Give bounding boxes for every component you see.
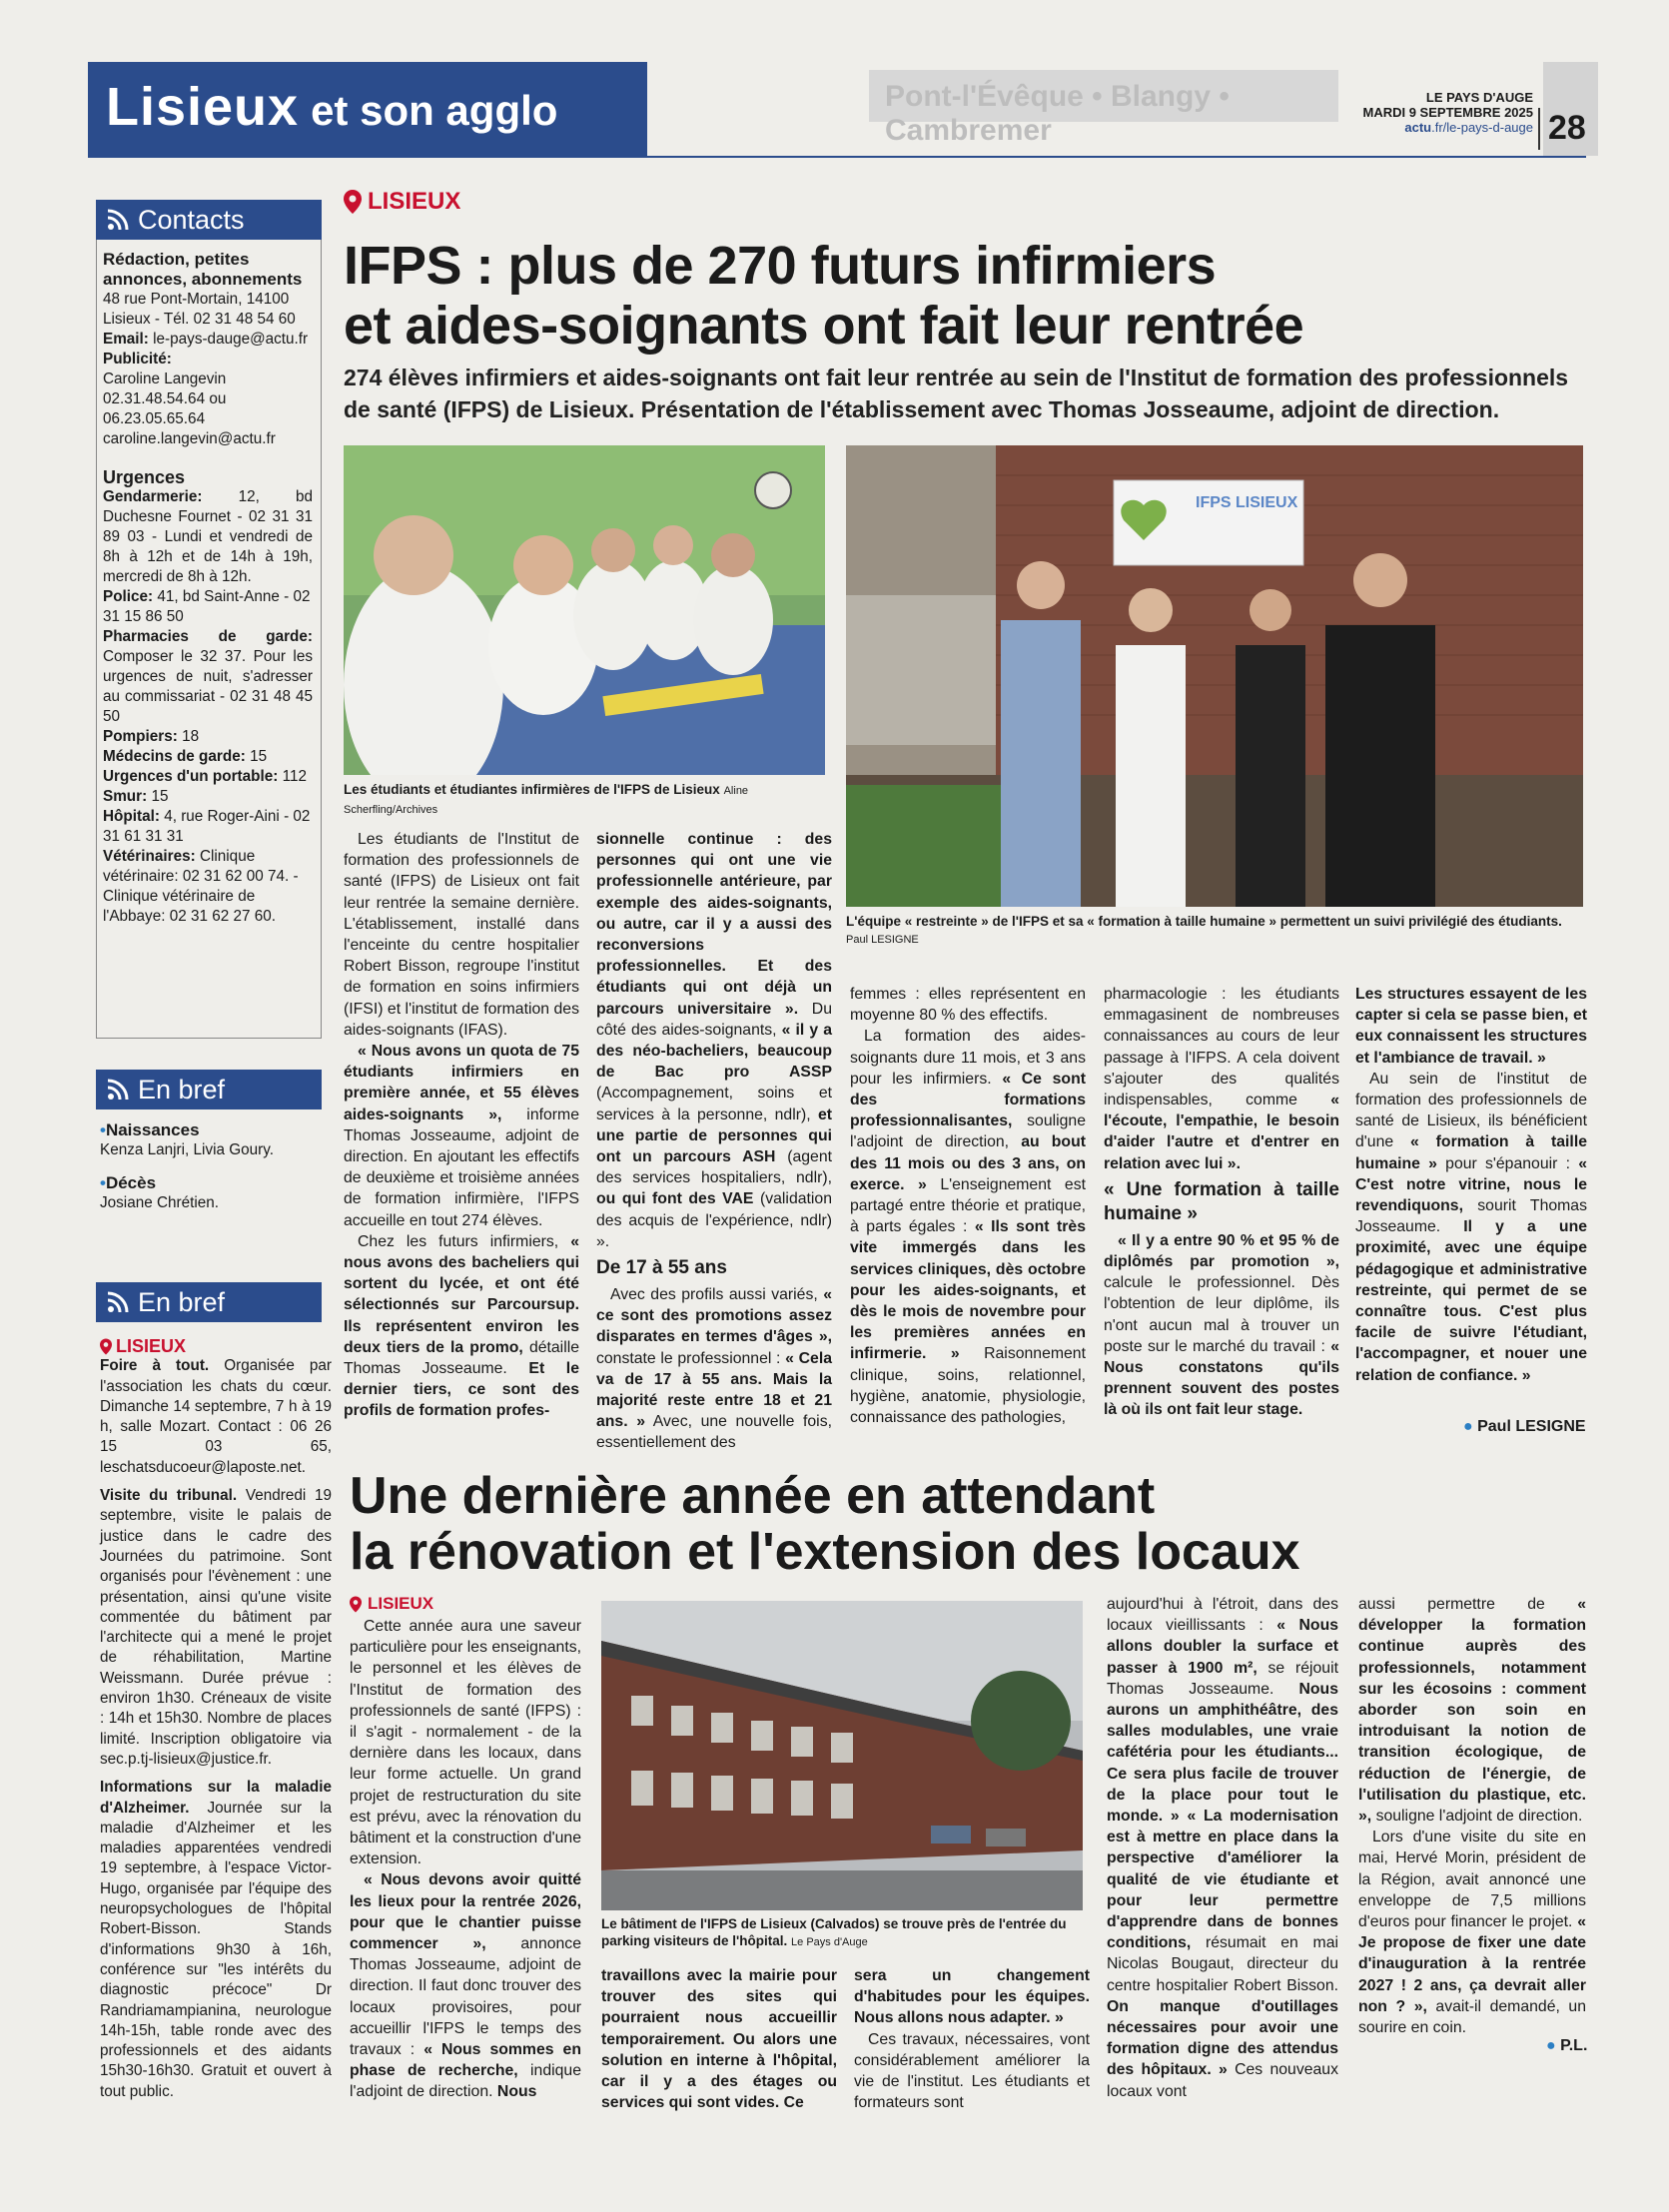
students-photo-caption: Les étudiants et étudiantes infirmières de l'IFPS de Lisieux Aline Scherfling/Archives [344, 782, 749, 816]
students-photo [344, 445, 825, 775]
foire-item: Foire à tout. Organisée par l'association les chats du cœur. Dimanche 14 septembre, 7 h à 19 h, salle Mozart. Contact : 06 26 15 03 65, leschatsducoeur@laposte.net. [100, 1357, 333, 1476]
publication-info [1353, 90, 1533, 135]
deces-text: Josiane Chrétien. [100, 1193, 220, 1211]
pharmacies: Pharmacies de garde: Composer le 32 37. Pour les urgences de nuit, s'adresser au commissariat - 02 31 48 45 50 [103, 628, 313, 725]
lisieux-tag: LISIEUX [100, 1336, 332, 1356]
article1-column-3: femmes : elles représentent en moyenne 80 % des effectifs. La formation des aides-soignants dure 11 mois, et 3 ans pour les infirmiers. « Ce sont des formations professionnalisantes, souligne l'adjoint de direction, au bout des 11 mois ou des 3 ans, on exerce. » L'enseignement est partagé entre théorie et pratique, à parts égales : « Ils sont très vite immergés dans les services cliniques, dès octobre pour les aides-soignants, et dès le mois de novembre pour les premières années en infirmerie. » Raisonnement clinique, soins, relationnel, hygiène, anatomie, physiologie, connaissance des pathologies, [850, 986, 1086, 1427]
building-photo [601, 1601, 1083, 1910]
email-line: Email: le-pays-dauge@actu.fr [103, 331, 309, 348]
paper-url: actu.fr/le-pays-d-auge [1404, 120, 1533, 135]
smur: Smur: 15 [103, 788, 169, 805]
medecins: Médecins de garde: 15 [103, 748, 268, 765]
location-pin-icon [344, 190, 362, 214]
naissances-label: •Naissances [100, 1120, 200, 1139]
redaction-text: 48 rue Pont-Mortain, 14100 Lisieux - Tél. 02 31 48 54 60 [103, 291, 296, 328]
article-lede: 274 élèves infirmiers et aides-soignants ont fait leur rentrée au sein de l'Institut de formation des professionnels de santé (IFPS) de Lisieux. Présentation de l'établissement avec Thomas Josseaume, adjoint de direction. [344, 365, 1569, 422]
pub-text: Caroline Langevin 02.31.48.54.64 ou 06.23.05.65.64 caroline.langevin@actu.fr [103, 370, 276, 447]
urgences-title: Urgences [103, 467, 186, 487]
article1-column-2: sionnelle continue : des personnes qui ont une vie professionnelle antérieure, par exemple des aides-soignants, ou autre, car il y a aussi des reconversions professionnelles. Et des étudiants qui ont déjà un parcours universitaire ». Du côté des aides-soignants, « il y a des néo-bacheliers, beaucoup de Bac pro ASSP (Accompagnement, soins et services à la personne, ndlr), et une partie de personnes qui ont un parcours ASH (agent des services hospitaliers, ndlr), ou qui font des VAE (validation des acquis de l'expérience, ndlr) ». De 17 à 55 ans Avec des profils aussi variés, « ce sont des promotions assez disparates en termes d'âges », constate le professionnel : « Cela va de 17 à 55 ans. Mais la majorité reste entre 18 et 21 ans. » Avec, une nouvelle fois, essentiellement des [596, 831, 833, 1452]
masthead-rest: et son aggl [311, 87, 532, 134]
pompiers: Pompiers: 18 [103, 728, 200, 745]
team-photo [846, 445, 1583, 907]
article1-signature: ● Paul LESIGNE [1463, 1418, 1586, 1435]
article-headline: IFPS : plus de 270 futurs infirmiers et aides-soignants ont fait leur rentrée [344, 236, 1304, 356]
ifps-sign: IFPS LISIEUX [1196, 494, 1298, 511]
article2-column-3: sera un changement d'habitudes pour les équipes. Nous allons nous adapter. » Ces travaux, nécessaires, vont considérablement améliorer la vie de l'institut. Les étudiants et formateurs sont [854, 1967, 1090, 2112]
article1-column-1: Les étudiants de l'Institut de formation des professionnels de santé (IFPS) de Lisieux ont fait leur rentrée la semaine dernière. L'établissement, installé dans l'enceinte du centre hospitalier Robert Bisson, regroupe l'institut de formation en soins infirmiers (IFSI) et l'institut de formation des aides-soignants (IFAS). « Nous avons un quota de 75 étudiants infirmiers en première année, et 55 élèves aides-soignants », informe Thomas Josseaume, adjoint de direction. En ajoutant les effectifs de deuxième et troisième années de formation infirmière, l'IFPS accueille en tout 274 élèves. Chez les futurs infirmiers, « nous avons des bacheliers qui sortent du lycée, et ont été sélectionnés sur Parcoursup. Ils représentent environ les deux tiers de la promo, détaille Thomas Josseaume. Et le dernier tiers, ce sont des profils de formation profes- [344, 831, 579, 1420]
contacts-header [96, 200, 322, 240]
article2-column-5: aussi permettre de « développer la formation continue auprès des professionnels, notamment sur les écosoins : comment aborder son soin en introduisant la notion de transition écologique, de réduction de l'énergie, de l'utilisation du plastique, etc. », souligne l'adjoint de direction. Lors d'une visite du site en mai, Hervé Morin, président de la Région, avait annoncé une enveloppe de 7,5 millions d'euros pour financer le projet. « Je propose de fixer une date d'inauguration à la rentrée 2027 ! 2 ans, ça devrait aller non ? », avait-il demandé, un sourire en coin. [1358, 1596, 1586, 2037]
team-photo-caption: L'équipe « restreinte » de l'IFPS et sa « formation à taille humaine » permettent un suivi privilégié des étudiants. Paul LESIGNE [846, 914, 1562, 946]
article2-kicker: LISIEUX [350, 1594, 433, 1614]
pub-label: Publicité: [103, 351, 172, 368]
article2-column-4: aujourd'hui à l'étroit, dans des locaux vieillissants : « Nous allons doubler la surface et passer à 1900 m², se réjouit Thomas Josseaume. Nous aurons un amphithéâtre, des salles modulables, une vraie cafétéria pour les étudiants... Ce sera plus facile de trouver de la place pour tout le monde. » « La modernisation est à mettre en place dans la perspective d'améliorer la qualité de vie étudiante et pour leur permettre d'apprendre dans de bonnes conditions, résumait en mai Nicolas Bougaut, directeur du centre hospitalier Robert Bisson. On manque d'outillages nécessaires pour avoir une formation digne des attendus des hôpitaux. » Ces nouveaux locaux vont [1107, 1596, 1339, 2100]
urgences-portable: Urgences d'un portable: 112 [103, 768, 307, 785]
building-photo-caption: Le bâtiment de l'IFPS de Lisieux (Calvados) se trouve près de l'entrée du parking visiteurs de l'hôpital. Le Pays d'Auge [601, 1916, 1067, 1948]
alzheimer-item: Informations sur la maladie d'Alzheimer. Journée sur la maladie d'Alzheimer et les maladies apparentées vendredi 19 septembre, à l'espace Victor-Hugo, organisée par l'équipe des neuropsychologues de l'hôpital Robert-Bisson. Stands d'informations 9h30 à 16h, conférence sur "les intérêts du diagnostic précoce" Dr Randriamampianina, neurologue 14h-15h, table ronde avec des professionnels et des aidants 15h30-16h30. Gratuit et ouvert à tout public. [100, 1779, 333, 2100]
article1-column-4: pharmacologie : les étudiants emmagasinent de nombreuses connaissances au cours de leur passage à l'IFPS. A cela doivent s'ajouter des qualités indispensables, comme « l'écoute, l'empathie, le besoin d'aider l'autre et d'entrer en relation avec lui ». « Une formation à taille humaine » « Il y a entre 90 % et 95 % de diplômés par promotion », calcule le professionnel. Dès l'obtention de leur diplôme, ils n'ont aucun mal à trouver un poste sur le marché du travail : « Nous constatons qu'ils prennent souvent des postes là où ils ont fait leur stage. [1104, 986, 1339, 1419]
police: Police: 41, bd Saint-Anne - 02 31 15 86 50 [103, 588, 311, 625]
header-rule [88, 156, 1586, 158]
hopital: Hôpital: 4, rue Roger-Aini - 02 31 61 31 31 [103, 808, 311, 845]
deces-label: •Décès [100, 1172, 157, 1192]
location-pin-icon [100, 1338, 112, 1355]
article2-column-2: travaillons avec la mairie pour trouver des sites qui pourraient nous accueillir temporairement. Ou alors une solution en interne à l'hôpital, car il y a des étages ou services qui sont vides. Ce [601, 1967, 837, 2112]
redaction-title: Rédaction, petites annonces, abonnements [103, 250, 303, 289]
veterinaires: Vétérinaires: Clinique vétérinaire: 02 31 62 00 74. - Clinique vétérinaire de l'Abbaye: 02 31 62 27 60. [103, 848, 299, 925]
issue-date: MARDI 9 SEPTEMBRE 2025 [1362, 105, 1533, 120]
en-bref-carnet [100, 1120, 332, 1213]
page-number: 28 [1538, 108, 1586, 150]
rss-icon [106, 1290, 130, 1314]
subhead-ages: De 17 à 55 ans [596, 1257, 727, 1279]
article2-headline: Une dernière année en attendant la rénovation et l'extension des locaux [350, 1467, 1300, 1581]
en-bref-title: En bref [138, 1286, 226, 1317]
en-bref-header-2 [96, 1282, 322, 1322]
visite-item: Visite du tribunal. Vendredi 19 septembre, visite le palais de justice dans le cadre des Journées du patrimoine. Sont organisés pour l'évènement : une présentation, ainsi qu'une visite commentée du bâtiment par l'architecte qui a mené le projet de réhabilitation, Martine Weissmann. Durée prévue : environ 1h30. Créneaux de visite : 14h et 15h30. Nombre de places limité. Inscription obligatoire via sec.p.tj-lisieux@justice.fr. [100, 1487, 333, 1768]
en-bref-header-1 [96, 1070, 322, 1109]
contacts-box [96, 240, 322, 1039]
bleed-through-heading: Pont-l'Évêque • Blangy • Cambremer [869, 70, 1338, 122]
article2-signature: ● P.L. [1546, 2037, 1588, 2054]
en-bref-title: En bref [138, 1074, 226, 1105]
subhead-taille-humaine: « Une formation à taille humaine » [1104, 1178, 1339, 1224]
en-bref-agenda [100, 1336, 332, 2102]
location-pin-icon [350, 1596, 362, 1613]
paper-name: LE PAYS D'AUGE [1425, 90, 1533, 105]
rss-icon [106, 1078, 130, 1102]
naissances-text: Kenza Lanjri, Livia Goury. [100, 1141, 275, 1159]
contacts-title: Contacts [138, 204, 245, 235]
article1-column-5: Les structures essayent de les capter si cela se passe bien, et eux connaissent les structures et l'ambiance de travail. » Au sein de l'institut de formation des professionnels de santé de Lisieux, ils bénéficient d'une « formation à taille humaine » pour s'épanouir : « C'est notre vitrine, nous le revendiquons, sourit Thomas Josseaume. Il y a une proximité, avec une équipe pédagogique et administrative restreinte, qui permet de se connaître tous. C'est plus facile de suivre l'étudiant, l'accompagner, et nouer une relation de confiance. » [1355, 986, 1588, 1384]
article2-column-1: Cette année aura une saveur particulière pour les enseignants, le personnel et les élèves de l'Institut de formation des professionnels de santé (IFPS) : il s'agit - normalement - de la dernière dans les locaux, dans leur forme actuelle. Un grand projet de restructuration du site est prévu, avec la rénovation du bâtiment et la construction d'une extension. « Nous devons avoir quitté les lieux pour la rentrée 2026, pour que le chantier puisse commencer », annonce Thomas Josseaume, adjoint de direction. Il faut donc trouver des locaux provisoires, pour accueillir l'IFPS le temps des travaux : « Nous sommes en phase de recherche, indique l'adjoint de direction. Nous [350, 1618, 581, 2101]
masthead-city: Lisieux [106, 77, 300, 137]
rss-icon [106, 208, 130, 232]
gendarmerie: Gendarmerie: 12, bd Duchesne Fournet - 02 31 31 89 03 - Lundi et vendredi de 8h à 12h et de 14h à 19h, mercredi de 8h à 12h. [103, 488, 313, 585]
article-kicker: LISIEUX [344, 188, 460, 216]
section-masthead: Lisieux et son aggl o [88, 62, 647, 156]
